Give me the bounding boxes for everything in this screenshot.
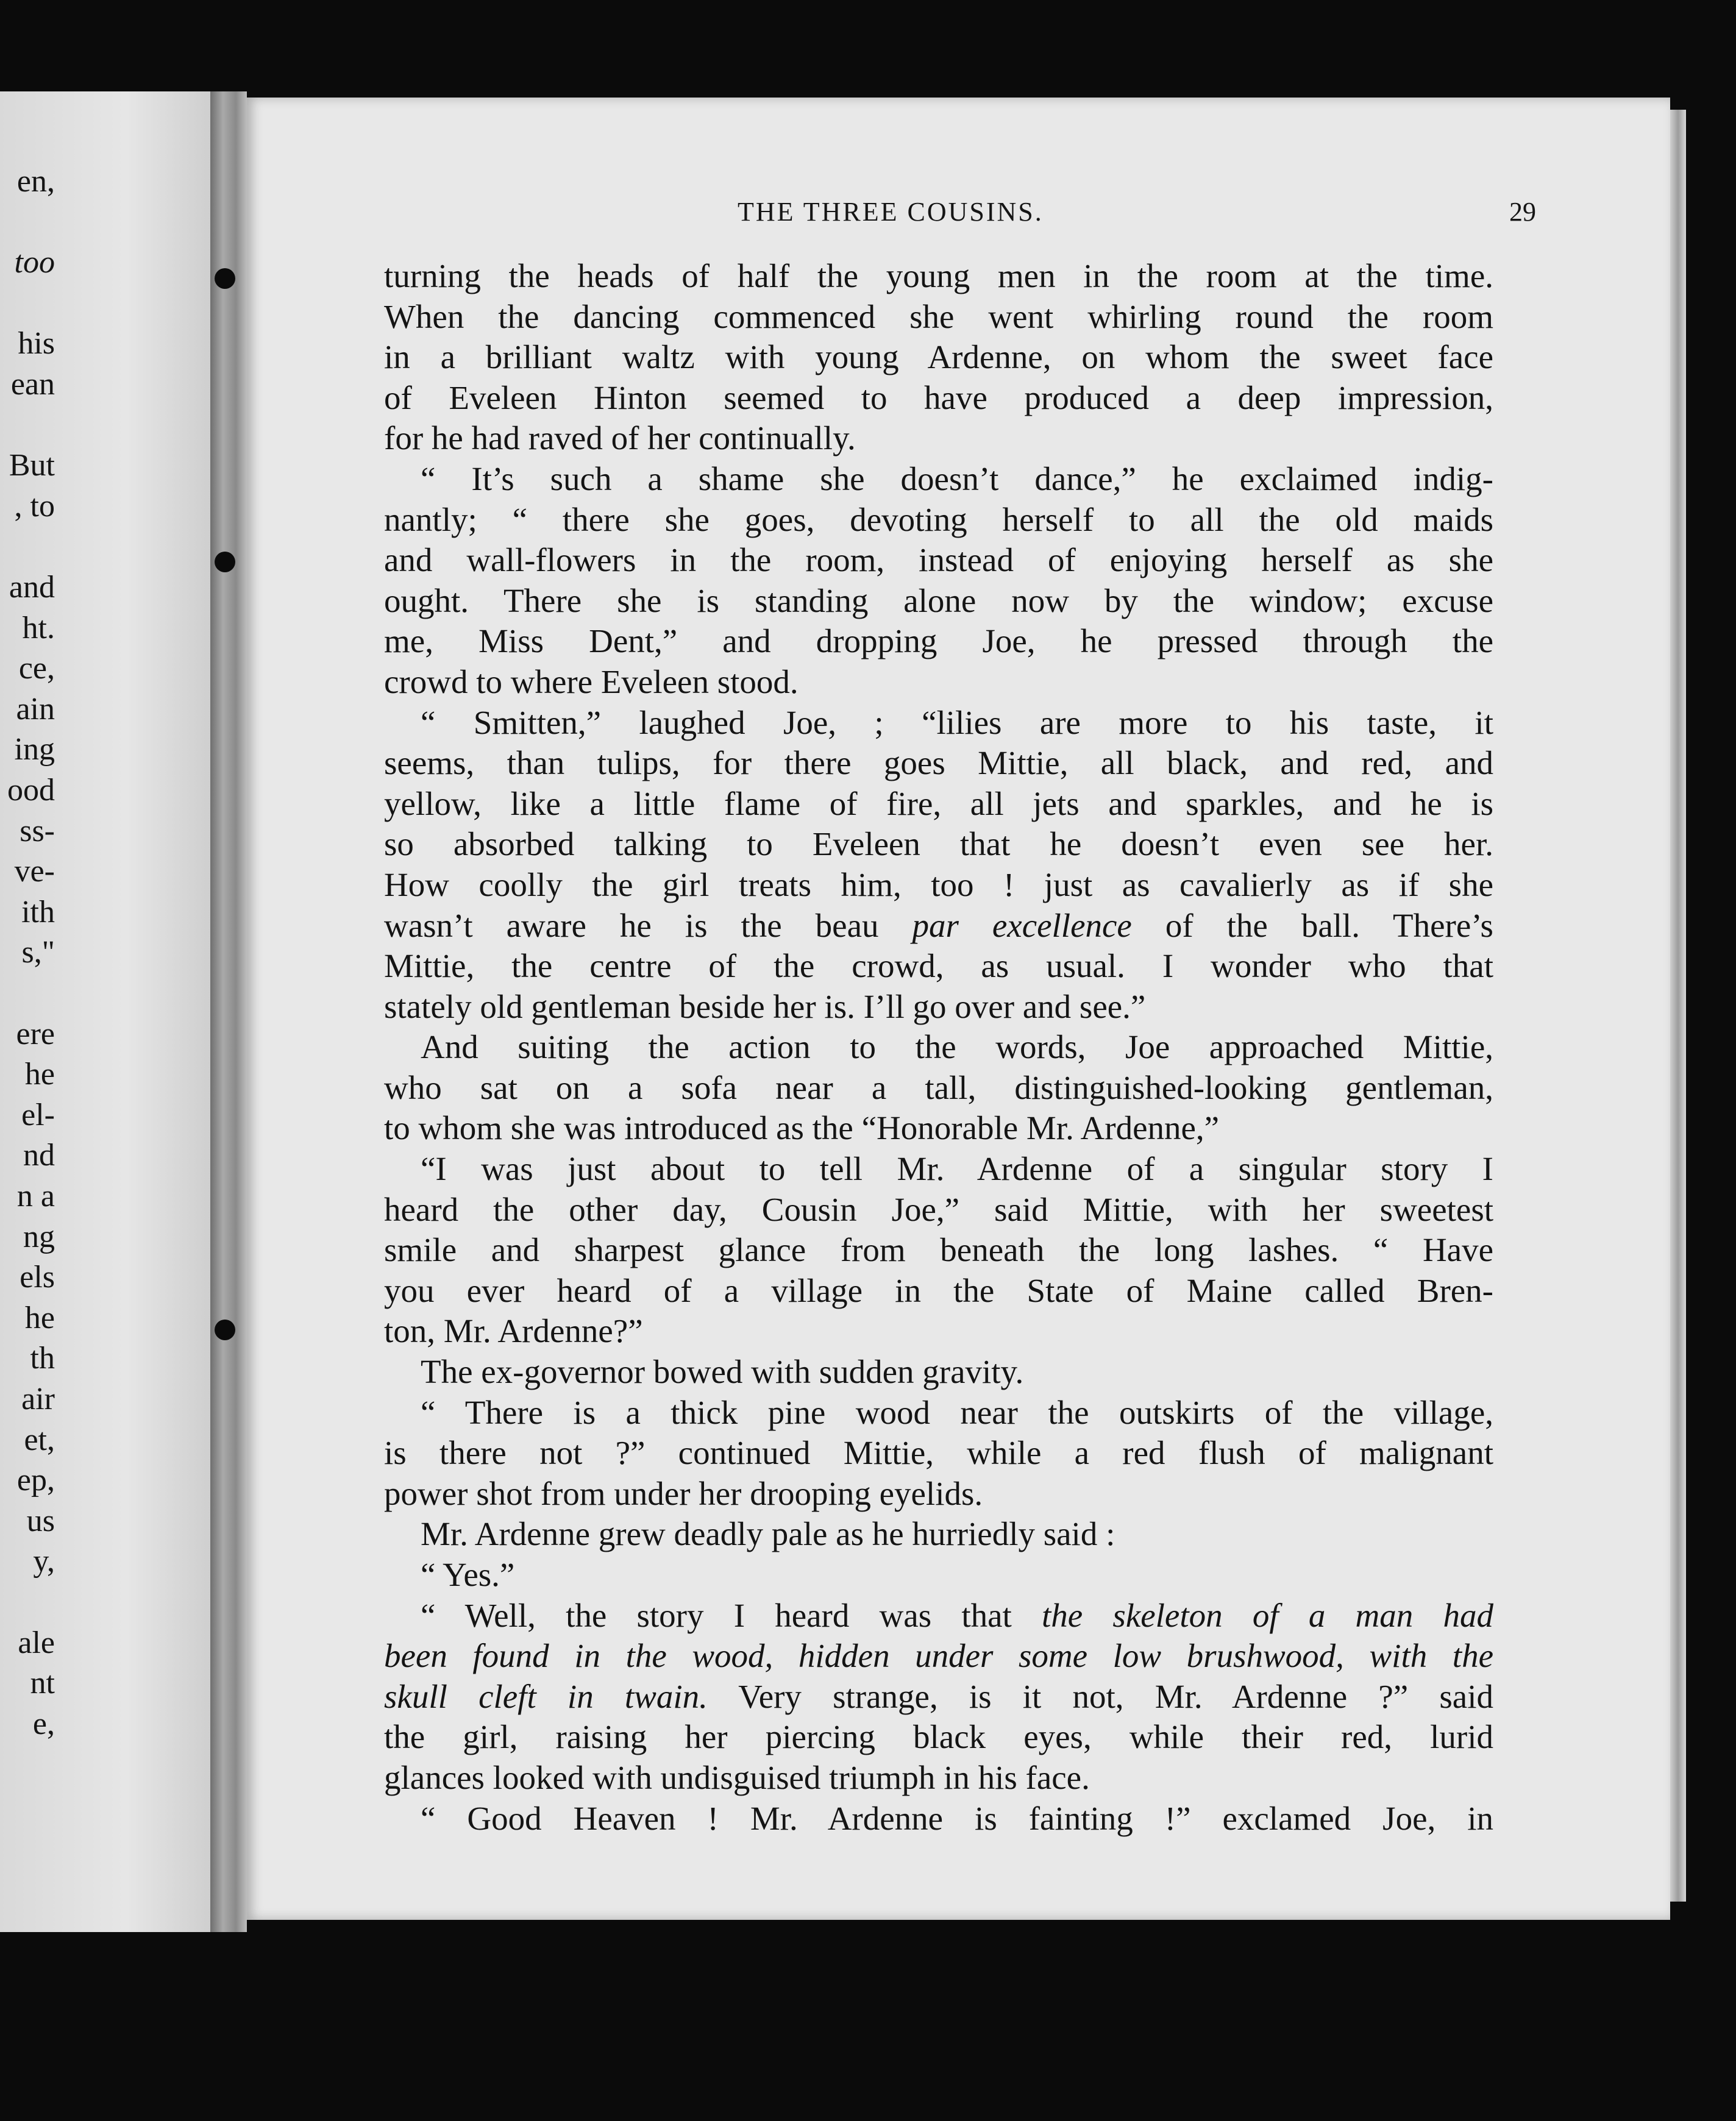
previous-page-fragment: ing [14, 732, 55, 767]
text-line [384, 1758, 1493, 1799]
line-text: “ Well, the story I heard was that [421, 1596, 1042, 1634]
line-text: “ There is a thick pine wood near the outskirts of the village, [421, 1393, 1493, 1431]
previous-page-fragment: ale [18, 1625, 55, 1660]
line-text: crowd to where Eveleen stood. [384, 663, 799, 700]
previous-page-fragment: air [21, 1382, 55, 1416]
line-text: “ It’s such a shame she doesn’t dance,” he exclaimed indig- [421, 460, 1493, 497]
previous-page-fragment: n a [16, 1179, 55, 1213]
text-line [384, 906, 1493, 947]
previous-page-fragment: th [30, 1341, 55, 1376]
previous-page-fragment: ve- [14, 854, 55, 889]
line-text: ton, Mr. Ardenne?” [384, 1312, 643, 1350]
text-line [384, 1636, 1493, 1677]
book-gutter [210, 91, 247, 1932]
text-line [384, 1311, 1493, 1352]
previous-page-fragment: ere [16, 1016, 55, 1051]
text-line [384, 1352, 1493, 1393]
text-line [384, 1027, 1493, 1068]
text-line [384, 1190, 1493, 1231]
previous-page-fragment: us [26, 1503, 55, 1538]
text-line [384, 581, 1493, 622]
text-line [384, 1149, 1493, 1190]
text-line [384, 337, 1493, 378]
line-text: smile and sharpest glance from beneath the long lashes. “ Have [384, 1231, 1493, 1269]
binding-hole [215, 552, 235, 572]
line-text: “ Smitten,” laughed Joe, ; “lilies are more to his taste, it [421, 703, 1493, 741]
previous-page-fragment: nd [23, 1138, 55, 1173]
text-line [384, 540, 1493, 581]
line-text: Very strange, is it not, Mr. Ardenne ?” said [707, 1677, 1493, 1715]
line-text: turning the heads of half the young men in the room at the time. [384, 257, 1493, 294]
text-line [384, 865, 1493, 906]
line-text: of Eveleen Hinton seemed to have produced a deep impression, [384, 378, 1493, 416]
text-line [384, 256, 1493, 297]
previous-page-fragment: too [14, 245, 55, 280]
page-number: 29 [1509, 197, 1536, 227]
line-text: so absorbed talking to Eveleen that he doesn’t even see her. [384, 825, 1493, 863]
text-line [384, 378, 1493, 419]
line-text: for he had raved of her continually. [384, 419, 856, 457]
text-line [384, 1677, 1493, 1718]
text-line [384, 1596, 1493, 1636]
text-line [384, 1068, 1493, 1109]
previous-page-fragment: ht. [22, 610, 55, 645]
text-line [384, 1393, 1493, 1434]
text-line [384, 703, 1493, 744]
italic-text: skull cleft in twain. [384, 1677, 708, 1715]
binding-hole [215, 268, 235, 289]
previous-page-fragment: et, [24, 1422, 55, 1457]
text-line [384, 1555, 1493, 1596]
previous-page-fragment: ean [10, 367, 55, 402]
previous-page-fragment: nt [30, 1666, 55, 1701]
previous-page-fragment: , to [14, 488, 55, 524]
line-text: of the ball. There’s [1131, 906, 1493, 944]
running-head: THE THREE COUSINS. [738, 197, 1044, 227]
text-line [384, 1799, 1493, 1839]
text-line [384, 418, 1493, 459]
page-edge [1670, 110, 1686, 1902]
text-line [384, 1514, 1493, 1555]
text-line [384, 1433, 1493, 1474]
text-line [384, 621, 1493, 662]
text-line [384, 1717, 1493, 1758]
line-text: stately old gentleman beside her is. I’ll go over and see.” [384, 987, 1146, 1025]
previous-page-fragment: els [20, 1260, 55, 1295]
text-line [384, 946, 1493, 987]
previous-page-text [0, 91, 210, 1932]
text-line [384, 1271, 1493, 1312]
text-line [384, 784, 1493, 825]
line-text: me, Miss Dent,” and dropping Joe, he pressed through the [384, 622, 1493, 660]
previous-page-fragment: ain [16, 691, 55, 727]
previous-page-fragment: el- [21, 1097, 55, 1132]
previous-page-fragment: ep, [16, 1463, 55, 1498]
line-text: heard the other day, Cousin Joe,” said Mittie, with her sweetest [384, 1190, 1493, 1228]
text-line [384, 297, 1493, 338]
previous-page-fragment: y, [33, 1544, 55, 1579]
line-text: who sat on a sofa near a tall, distinguished-looking gentleman, [384, 1068, 1493, 1106]
line-text: And suiting the action to the words, Joe approached Mittie, [421, 1028, 1493, 1066]
previous-page [0, 91, 210, 1932]
line-text: “ Good Heaven ! Mr. Ardenne is fainting !” exclamed Joe, in [421, 1799, 1493, 1837]
line-text: glances looked with undisguised triumph in his face. [384, 1758, 1090, 1796]
line-text: and wall-flowers in the room, instead of enjoying herself as she [384, 541, 1493, 579]
line-text: in a brilliant waltz with young Ardenne, on whom the sweet face [384, 338, 1493, 376]
text-line [384, 1474, 1493, 1515]
text-line [384, 743, 1493, 784]
previous-page-fragment: But [9, 448, 55, 483]
text-line [384, 1108, 1493, 1149]
text-line [384, 987, 1493, 1028]
previous-page-fragment: he [24, 1057, 55, 1092]
previous-page-fragment: and [9, 570, 55, 605]
previous-page-fragment: he [24, 1300, 55, 1335]
text-line [384, 1230, 1493, 1271]
line-text: yellow, like a little flame of fire, all jets and sparkles, and he is [384, 784, 1493, 822]
line-text: The ex-governor bowed with sudden gravity. [421, 1353, 1024, 1391]
line-text: ought. There she is standing alone now by the window; excuse [384, 581, 1493, 619]
line-text: Mr. Ardenne grew deadly pale as he hurriedly said : [421, 1515, 1115, 1553]
text-line [384, 824, 1493, 865]
previous-page-fragment: e, [32, 1706, 55, 1741]
line-text: to whom she was introduced as the “Honorable Mr. Ardenne,” [384, 1109, 1220, 1147]
line-text: seems, than tulips, for there goes Mittie, all black, and red, and [384, 744, 1493, 782]
binding-hole [215, 1320, 235, 1340]
previous-page-fragment: ss- [20, 813, 55, 848]
line-text: is there not ?” continued Mittie, while a red flush of malignant [384, 1434, 1493, 1472]
text-line [384, 459, 1493, 500]
previous-page-fragment: his [18, 326, 55, 361]
line-text: Mittie, the centre of the crowd, as usual. I wonder who that [384, 947, 1493, 985]
line-text: When the dancing commenced she went whirling round the room [384, 297, 1493, 335]
previous-page-fragment: s," [21, 935, 55, 970]
text-line [384, 500, 1493, 541]
previous-page-fragment: ng [23, 1219, 55, 1254]
previous-page-fragment: ith [21, 894, 55, 929]
line-text: power shot from under her drooping eyelids. [384, 1474, 983, 1512]
italic-text: par excellence [912, 906, 1132, 944]
line-text: How coolly the girl treats him, too ! just as cavalierly as if she [384, 865, 1493, 903]
previous-page-fragment: ce, [18, 651, 55, 686]
line-text: the girl, raising her piercing black eyes, while their red, lurid [384, 1718, 1493, 1756]
text-line [384, 662, 1493, 703]
line-text: “I was just about to tell Mr. Ardenne of a singular story I [421, 1150, 1493, 1188]
page-body [384, 256, 1493, 1837]
line-text: nantly; “ there she goes, devoting herself to all the old maids [384, 500, 1493, 538]
line-text: wasn’t aware he is the beau [384, 906, 912, 944]
previous-page-fragment: ood [7, 773, 55, 808]
italic-text: been found in the wood, hidden under some low brushwood, with the [384, 1637, 1493, 1675]
previous-page-fragment: en, [16, 164, 55, 199]
line-text: “ Yes.” [421, 1556, 515, 1593]
line-text: you ever heard of a village in the State of Maine called Bren- [384, 1271, 1493, 1309]
page-header [390, 196, 1536, 234]
italic-text: the skeleton of a man had [1042, 1596, 1493, 1634]
